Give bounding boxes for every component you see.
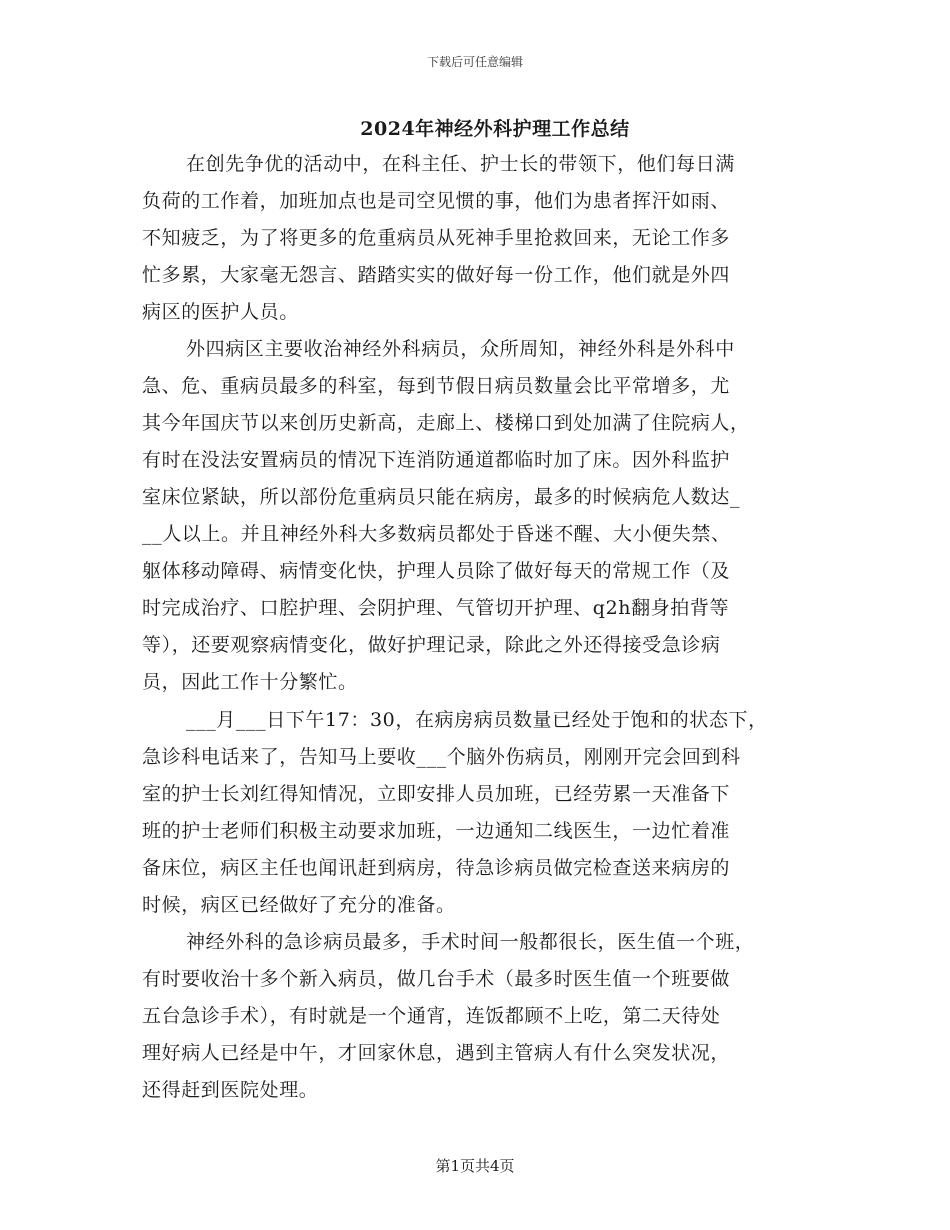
body-line: 负荷的工作着，加班加点也是司空见惯的事，他们为患者挥汗如雨、 <box>142 190 731 212</box>
document-title: 2024年神经外科护理工作总结 <box>360 118 630 140</box>
body-line: 外四病区主要收治神经外科病员，众所周知，神经外科是外科中 <box>186 338 735 360</box>
body-line: 病区的医护人员。 <box>142 301 299 323</box>
body-line: __人以上。并且神经外科大多数病员都处于昏迷不醒、大小便失禁、 <box>142 523 731 545</box>
body-line: 员，因此工作十分繁忙。 <box>142 671 358 693</box>
body-line: 备床位，病区主任也闻讯赶到病房，待急诊病员做完检查送来病房的 <box>142 857 731 879</box>
body-line: 忙多累，大家毫无怨言、踏踏实实的做好每一份工作，他们就是外四 <box>142 264 731 286</box>
body-line: 躯体移动障碍、病情变化快，护理人员除了做好每天的常规工作（及 <box>142 560 731 582</box>
body-line: 不知疲乏，为了将更多的危重病员从死神手里抢救回来，无论工作多 <box>142 227 731 249</box>
page-number-footer: 第1页共4页 <box>435 1157 515 1175</box>
body-line: 理好病人已经是中午，才回家休息，遇到主管病人有什么突发状况， <box>142 1042 731 1064</box>
download-note: 下载后可任意编辑 <box>426 55 523 69</box>
body-line: 室床位紧缺，所以部份危重病员只能在病房，最多的时候病危人数达_ <box>142 486 741 508</box>
body-line: 时候，病区已经做好了充分的准备。 <box>142 894 456 916</box>
body-line: 神经外科的急诊病员最多，手术时间一般都很长，医生值一个班， <box>186 931 755 953</box>
body-line: 急诊科电话来了，告知马上要收___个脑外伤病员，刚刚开完会回到科 <box>142 746 741 768</box>
body-line: 在创先争优的活动中，在科主任、护士长的带领下，他们每日满 <box>186 153 735 175</box>
body-line: 室的护士长刘红得知情况，立即安排人员加班，已经劳累一天准备下 <box>142 783 731 805</box>
body-line: 等），还要观察病情变化，做好护理记录，除此之外还得接受急诊病 <box>142 634 721 656</box>
body-line: ___月___日下午17：30，在病房病员数量已经处于饱和的状态下， <box>186 709 768 731</box>
body-line: 班的护士老师们积极主动要求加班，一边通知二线医生，一边忙着准 <box>142 820 731 842</box>
body-line: 其今年国庆节以来创历史新高，走廊上、楼梯口到处加满了住院病人， <box>142 412 750 434</box>
body-line: 有时在没法安置病员的情况下连消防通道都临时加了床。因外科监护 <box>142 449 731 471</box>
body-line: 急、危、重病员最多的科室，每到节假日病员数量会比平常增多，尤 <box>142 375 731 397</box>
body-line: 时完成治疗、口腔护理、会阴护理、气管切开护理、q2h翻身拍背等 <box>142 597 730 619</box>
body-line: 还得赶到医院处理。 <box>142 1079 319 1101</box>
body-line: 有时要收治十多个新入病员，做几台手术（最多时医生值一个班要做 <box>142 968 731 990</box>
body-line: 五台急诊手术），有时就是一个通宵，连饭都顾不上吃，第二天待处 <box>142 1005 721 1027</box>
